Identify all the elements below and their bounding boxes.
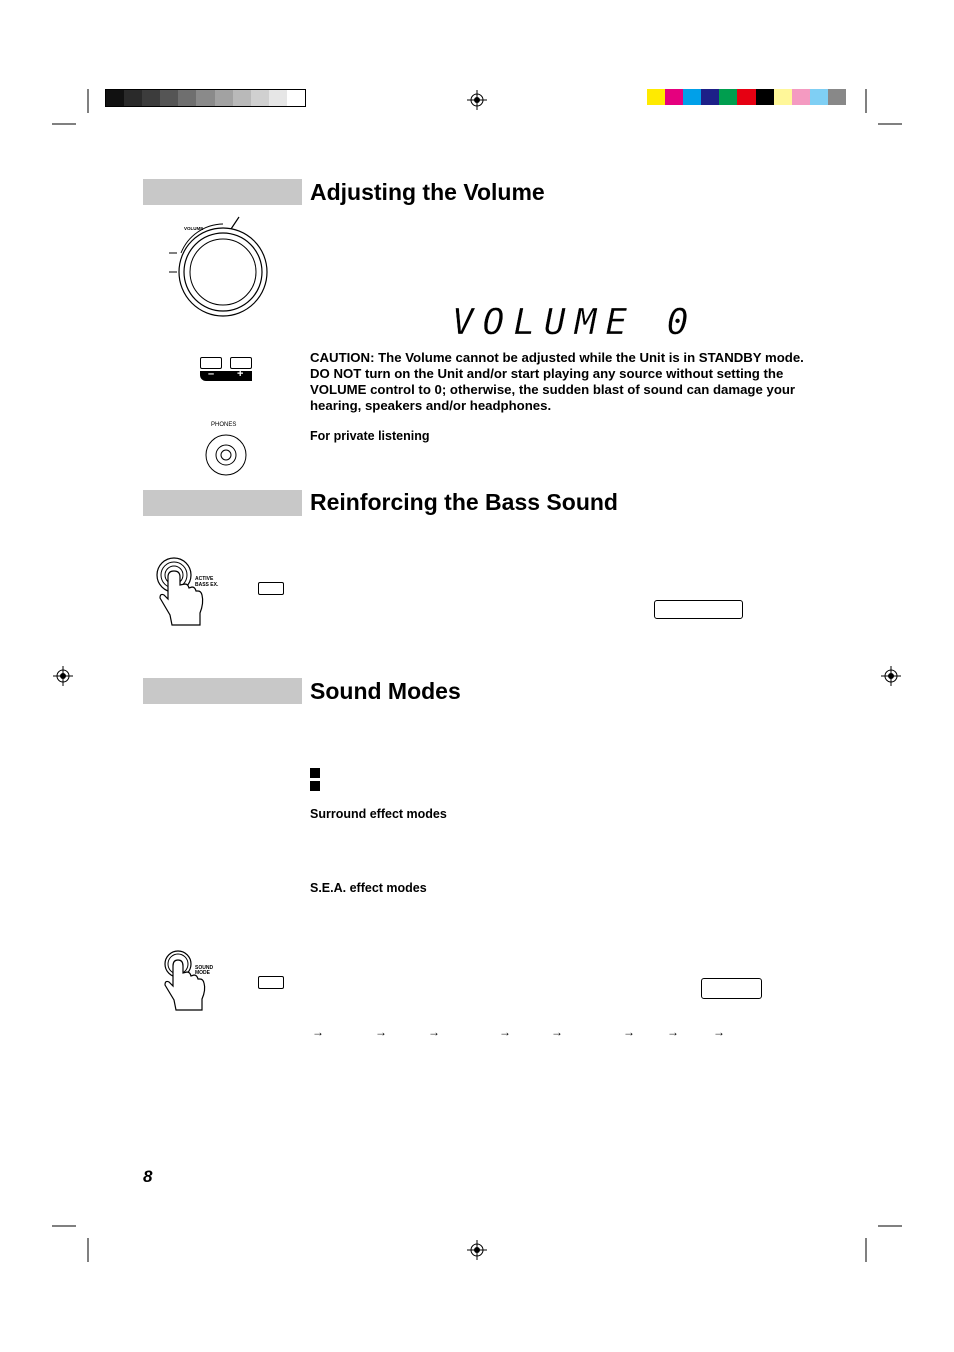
volume-knob-illustration [165,213,275,318]
phones-jack-illustration [203,422,249,478]
section-title-volume: Adjusting the Volume [310,179,545,205]
sequence-arrow: → [667,1025,679,1039]
sea-modes-heading: S.E.A. effect modes [310,881,427,895]
section-bar-sound-modes [143,678,302,704]
remote-active-bass-button[interactable] [258,582,284,595]
section-bar-volume [143,179,302,205]
sequence-arrow: → [312,1025,324,1039]
sequence-arrow: → [551,1025,563,1039]
registration-mark-icon [53,666,73,686]
sequence-arrow: → [428,1025,440,1039]
volume-display-readout: VOLUME 0 [452,302,698,343]
volume-caution-text: CAUTION: The Volume cannot be adjusted while the Unit is in STANDBY mode. DO NOT turn on the Unit and/or start playing any source without setting the VOLUME control to 0; otherwise, the sudden blast of sound can damage your hearing, speakers and/or headphones. [310,350,804,413]
volume-knob-label: VOLUME [184,226,204,231]
remote-sound-mode-button[interactable] [258,976,284,989]
sound-mode-indicator-display [701,978,762,999]
sequence-arrow: → [623,1025,635,1039]
registration-mark-icon [881,666,901,686]
sound-mode-label-1: SOUND [195,965,214,971]
bass-indicator-display [654,600,743,619]
section-bar-bass [143,490,302,516]
sound-mode-button-illustration [162,948,232,1014]
active-bass-label-2: BASS EX. [195,582,219,588]
private-listening-heading: For private listening [310,429,430,443]
active-bass-label-1: ACTIVE [195,576,214,582]
bullet-square [310,768,320,778]
registration-mark-icon [467,1240,487,1260]
registration-mark-icon [467,90,487,110]
bullet-square [310,781,320,791]
remote-minus-label: – [208,368,215,380]
sound-mode-label-2: MODE [195,970,210,976]
sequence-arrow: → [713,1025,725,1039]
remote-plus-label: + [237,368,244,380]
page-number: 8 [143,1167,153,1186]
section-title-sound-modes: Sound Modes [310,678,461,704]
phones-label: PHONES [211,422,237,428]
remote-volume-buttons [200,357,253,382]
sequence-arrow: → [375,1025,387,1039]
remote-volume-strip [200,368,252,381]
section-title-bass: Reinforcing the Bass Sound [310,489,618,515]
active-bass-ex-button-illustration [156,555,236,627]
sequence-arrow: → [499,1025,511,1039]
surround-modes-heading: Surround effect modes [310,807,447,821]
